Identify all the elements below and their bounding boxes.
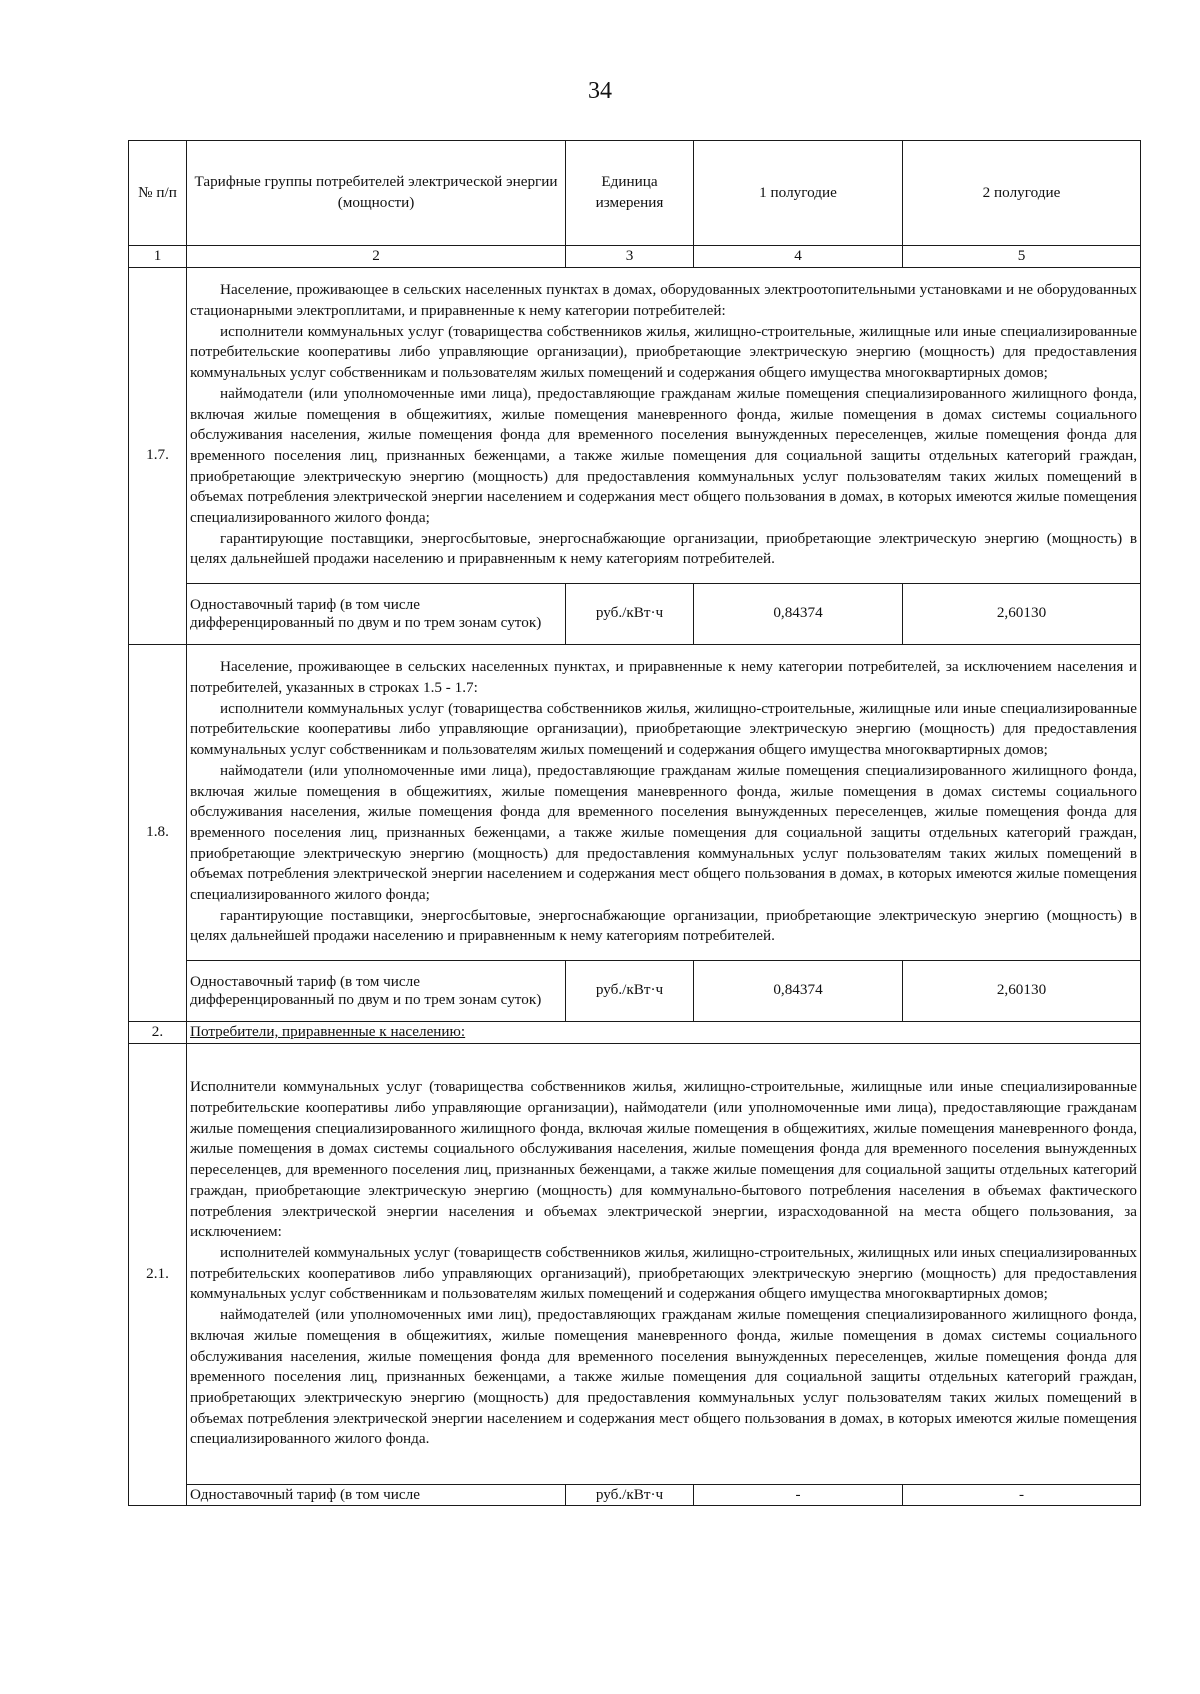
description-paragraph: наймодатели (или уполномоченные ими лица), предоставляющие гражданам жилые помещения специализированного жилищного фонда, включая жилые помещения в общежитиях, жилые помещения маневренного фонда, жилые помещения в домах системы социального обслуживания населения, жилые помещения фонда для временного поселения вынужденных переселенцев, жилые помещения фонда для временного поселения лиц, признанных беженцами, а также жилые помещения для социальной защиты отдельных категорий граждан, приобретающие электрическую энергию (мощность) для предоставления коммунальных услуг пользователям таких жилых помещений в объемах потребления электрической энергии населением и содержания мест общего пользования в домах, в которых имеются жилые помещения специализированного жилого фонда; <box>190 384 1137 527</box>
tariff-second-half-value: 2,60130 <box>903 960 1141 1021</box>
tariff-unit: руб./кВт·ч <box>566 1484 694 1506</box>
description-paragraph: Исполнители коммунальных услуг (товарищества собственников жилья, жилищно-строительные, жилищные или иные специализированные потребительские кооперативы либо управляющие организации), наймодатели (или уполномоченные ими лица), предоставляющие гражданам жилые помещения специализированного жилищного фонда, включая жилые помещения в общежитиях, жилые помещения маневренного фонда, жилые помещения в домах системы социального обслуживания населения, жилые помещения фонда для временного поселения вынужденных переселенцев, для временного поселения лиц, признанных беженцами, а также жилые помещения для социальной защиты отдельных категорий граждан, приобретающие электрическую энергию (мощность) для коммунально-бытового потребления населения в объемах фактического потребления электрической энергии населения и объемах электрической энергии, израсходованной на места общего пользования, за исключением: <box>190 1078 1137 1241</box>
header-second-half: 2 полугодие <box>903 141 1141 246</box>
description-paragraph: Население, проживающее в сельских населенных пунктах, и приравненные к нему категории потребителей, за исключением населения и потребителей, указанных в строках 1.5 - 1.7: <box>190 658 1137 696</box>
description-paragraph: исполнители коммунальных услуг (товарищества собственников жилья, жилищно-строительные, жилищные или иные специализированные потребительские кооперативы либо управляющие организации), приобретающие электрическую энергию (мощность) для предоставления коммунальных услуг собственникам и пользователям жилых помещений и содержания общего имущества многоквартирных домов; <box>190 322 1137 382</box>
page-number: 34 <box>588 78 612 104</box>
description-paragraph: наймодатели (или уполномоченные ими лица), предоставляющие гражданам жилые помещения специализированного жилищного фонда, включая жилые помещения в общежитиях, жилые помещения маневренного фонда, жилые помещения в домах системы социального обслуживания населения, жилые помещения фонда для временного поселения вынужденных переселенцев, жилые помещения фонда для временного поселения лиц, признанных беженцами, а также жилые помещения для социальной защиты отдельных категорий граждан, приобретающие электрическую энергию (мощность) для предоставления коммунальных услуг пользователям таких жилых помещений в объемах потребления электрической энергии населением и содержания мест общего пользования в домах, в которых имеются жилые помещения специализированного жилого фонда; <box>190 761 1137 904</box>
description-paragraph: наймодателей (или уполномоченных ими лиц), предоставляющих гражданам жилые помещения специализированного жилищного фонда, включая жилые помещения в общежитиях, жилые помещения маневренного фонда, жилые помещения в домах системы социального обслуживания населения, жилые помещения фонда для временного поселения вынужденных переселенцев, жилые помещения фонда для временного поселения лиц, признанных беженцами, а также жилые помещения для социальной защиты отдельных категорий граждан, приобретающих электрическую энергию (мощность) для предоставления коммунальных услуг пользователям таких жилых помещений в объемах потребления электрической энергии населением и содержания мест общего пользования в домах, в которых имеются жилые помещения специализированного жилого фонда. <box>190 1306 1137 1448</box>
tariff-unit: руб./кВт·ч <box>566 960 694 1021</box>
section-title-text: Потребители, приравненные к населению: <box>190 1022 466 1040</box>
row-number: 1.7. <box>129 267 187 644</box>
column-number: 4 <box>694 246 903 268</box>
tariff-first-half-value: 0,84374 <box>694 583 903 644</box>
row-description <box>187 644 1141 960</box>
tariff-second-half-value: 2,60130 <box>903 583 1141 644</box>
row-description <box>187 1043 1141 1484</box>
column-number: 2 <box>187 246 566 268</box>
header-number: № п/п <box>129 141 187 246</box>
table-row-2-1-tariff <box>129 1484 1141 1506</box>
description-paragraph: исполнители коммунальных услуг (товарищества собственников жилья, жилищно-строительные, жилищные или иные специализированные потребительские кооперативы либо управляющие организации), приобретающие электрическую энергию (мощность) для предоставления коммунальных услуг собственникам и пользователям жилых помещений и содержания общего имущества многоквартирных домов; <box>190 699 1137 759</box>
table-row-1-7-description <box>129 267 1141 583</box>
header-first-half: 1 полугодие <box>694 141 903 246</box>
tariff-first-half-value: - <box>694 1484 903 1506</box>
tariff-label: Одноставочный тариф (в том числе дифференцированный по двум и по трем зонам суток) <box>187 960 566 1021</box>
column-number: 3 <box>566 246 694 268</box>
row-description <box>187 267 1141 583</box>
table-row-1-7-tariff <box>129 583 1141 644</box>
description-paragraph: гарантирующие поставщики, энергосбытовые, энергоснабжающие организации, приобретающие электрическую энергию (мощность) в целях дальнейшей продажи населению и приравненным к нему категориям потребителей. <box>190 906 1137 945</box>
description-paragraph: исполнителей коммунальных услуг (товариществ собственников жилья, жилищно-строительных, жилищных или иных специализированных потребительских кооперативов либо управляющих организаций), приобретающих электрическую энергию (мощность) для предоставления коммунальных услуг собственникам и пользователям жилых помещений и содержания общего имущества многоквартирных домов; <box>190 1244 1137 1303</box>
tariff-label: Одноставочный тариф (в том числе дифференцированный по двум и по трем зонам суток) <box>187 583 566 644</box>
table-row-2-1-description <box>129 1043 1141 1484</box>
header-unit: Единица измерения <box>566 141 694 246</box>
table-row-1-8-tariff <box>129 960 1141 1021</box>
row-number: 2.1. <box>129 1043 187 1506</box>
table-row-2 <box>129 1021 1141 1043</box>
row-number: 2. <box>129 1021 187 1043</box>
description-paragraph: Население, проживающее в сельских населенных пунктах в домах, оборудованных электроотопительными установками и не оборудованных стационарными электроплитами, и приравненные к нему категории потребителей: <box>190 281 1137 319</box>
column-numbers-row <box>129 246 1141 268</box>
row-number: 1.8. <box>129 644 187 1021</box>
header-consumer-groups: Тарифные группы потребителей электрической энергии (мощности) <box>187 141 566 246</box>
tariff-unit: руб./кВт·ч <box>566 583 694 644</box>
table-header-row <box>129 141 1141 246</box>
column-number: 5 <box>903 246 1141 268</box>
section-title <box>187 1021 1141 1043</box>
table-row-1-8-description <box>129 644 1141 960</box>
tariff-first-half-value: 0,84374 <box>694 960 903 1021</box>
column-number: 1 <box>129 246 187 268</box>
tariff-table <box>128 140 1141 1506</box>
tariff-label: Одноставочный тариф (в том числе <box>187 1484 566 1506</box>
description-paragraph: гарантирующие поставщики, энергосбытовые, энергоснабжающие организации, приобретающие электрическую энергию (мощность) в целях дальнейшей продажи населению и приравненным к нему категориям потребителей. <box>190 529 1137 568</box>
tariff-second-half-value: - <box>903 1484 1141 1506</box>
